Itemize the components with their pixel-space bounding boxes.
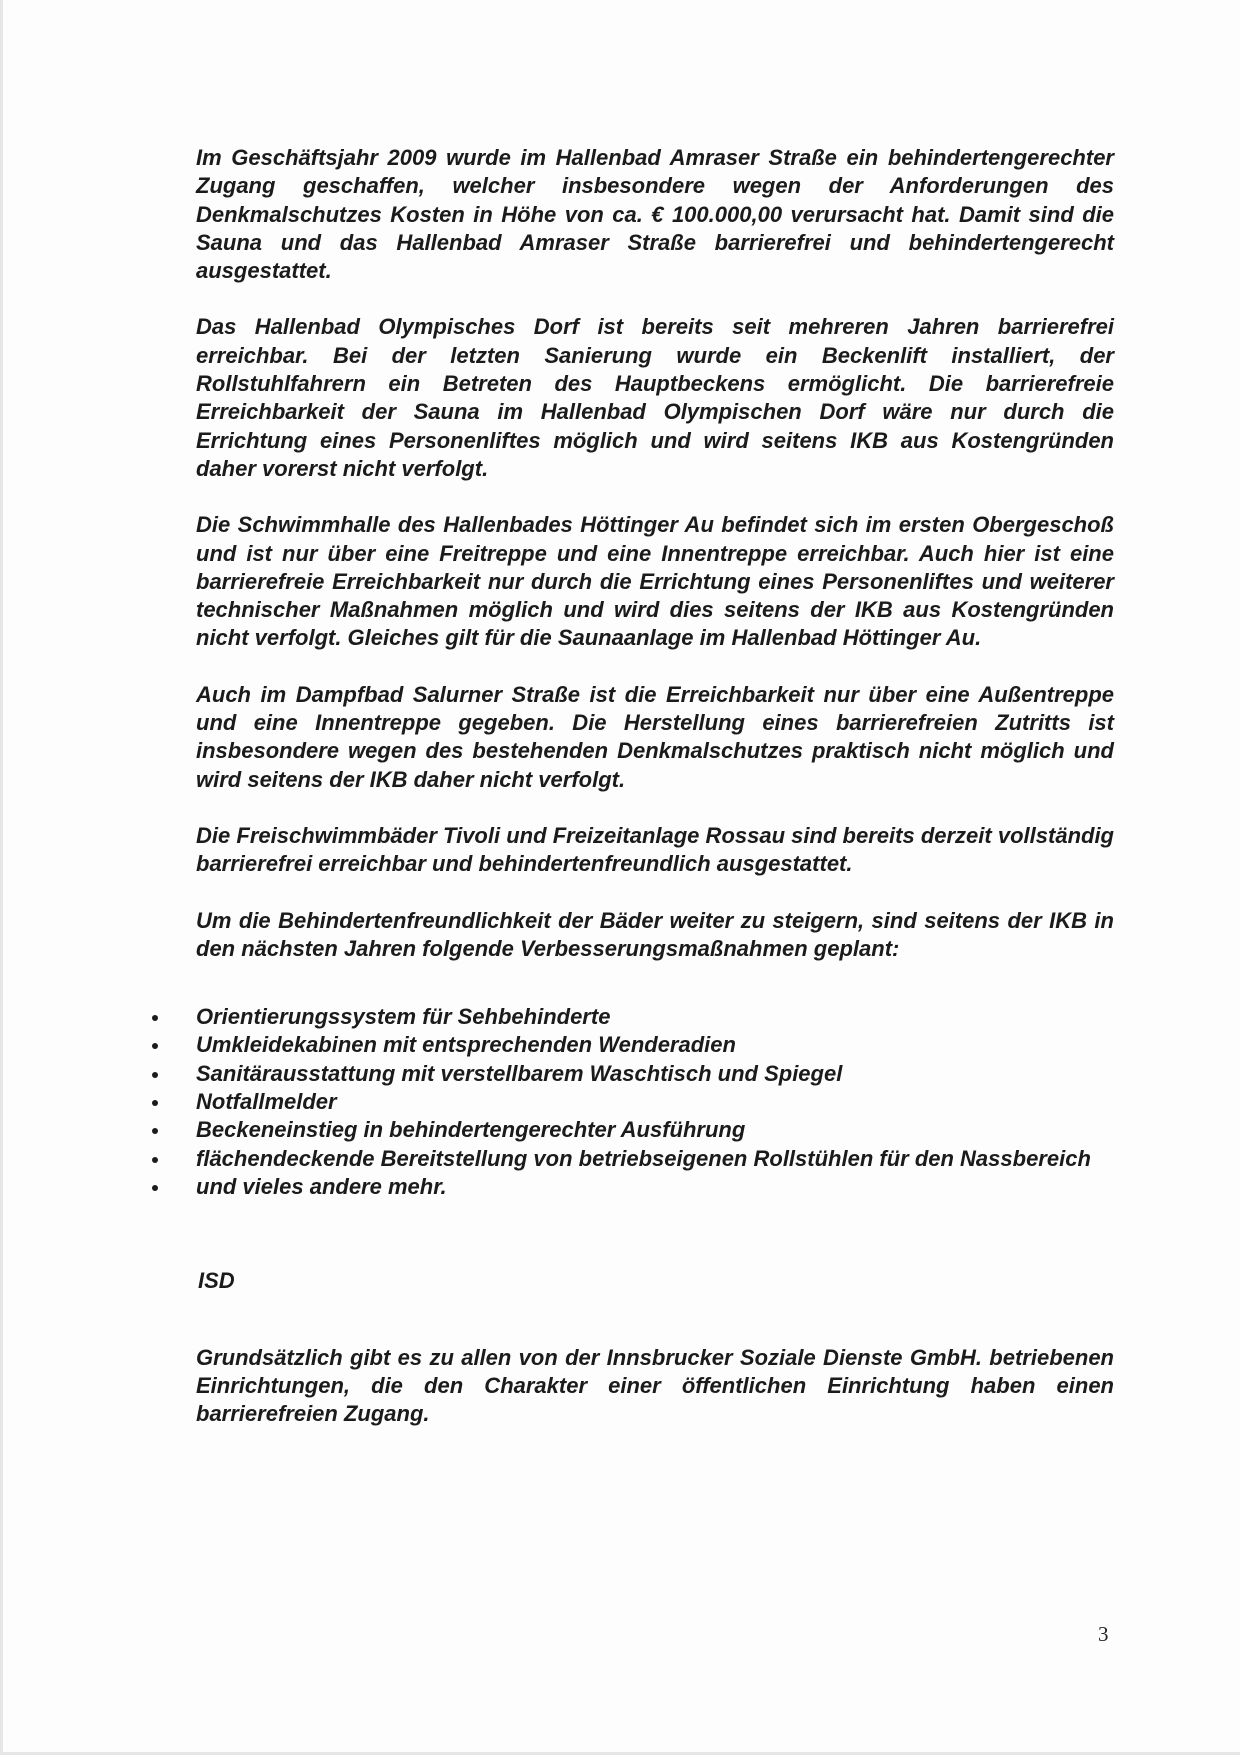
bullet-icon [152, 1015, 158, 1021]
paragraph-hoettinger-au: Die Schwimmhalle des Hallenbades Höttinger Au befindet sich im ersten Obergeschoß und ist nur über eine Freitreppe und eine Innentreppe erreichbar. Auch hier ist eine barrierefreie Erreichbarkeit nur durch die Errichtung eines Personenliftes und weiterer technischer Maßnahmen möglich und wird dies seitens der IKB aus Kostengründen nicht verfolgt. Gleiches gilt für die Saunaanlage im Hallenbad Höttinger Au. [196, 512, 1114, 651]
bullet-icon [152, 1128, 158, 1134]
list-item-text: Orientierungssystem für Sehbehinderte [196, 1004, 611, 1030]
list-item [144, 1116, 1114, 1144]
list-item-text: Sanitärausstattung mit verstellbarem Waschtisch und Spiegel [196, 1060, 843, 1086]
list-item [144, 1088, 1114, 1116]
bullet-icon [152, 1100, 158, 1106]
list-item [144, 1060, 1114, 1088]
list-item-text: und vieles andere mehr. [196, 1173, 447, 1199]
paragraph-dampfbad-salurner-strasse: Auch im Dampfbad Salurner Straße ist die Erreichbarkeit nur über eine Außentreppe und eine Innentreppe gegeben. Die Herstellung eines barrierefreien Zutritts ist insbesondere wegen des bestehenden Denkmalschutzes praktisch nicht möglich und wird seitens der IKB daher nicht verfolgt. [196, 681, 1114, 792]
list-item [144, 1173, 1114, 1201]
bullet-icon [152, 1072, 158, 1078]
paragraph-amraser-strasse: Im Geschäftsjahr 2009 wurde im Hallenbad Amraser Straße ein behindertengerechter Zugang geschaffen, welcher insbesondere wegen der Anforderungen des Denkmalschutzes Kosten in Höhe von ca. € 100.000,00 verursacht hat. Damit sind die Sauna und das Hallenbad Amraser Straße barrierefrei und behindertengerecht ausgestattet. [196, 145, 1114, 284]
scan-edge-left [0, 0, 3, 1755]
paragraph-olympisches-dorf: Das Hallenbad Olympisches Dorf ist bereits seit mehreren Jahren barrierefrei erreichbar. Bei der letzten Sanierung wurde ein Beckenlift installiert, der Rollstuhlfahrern ein Betreten des Hauptbeckens ermöglicht. Die barrierefreie Erreichbarkeit der Sauna im Hallenbad Olympischen Dorf wäre nur durch die Errichtung eines Personenliftes möglich und wird seitens IKB aus Kostengründen daher vorerst nicht verfolgt. [196, 314, 1114, 481]
list-item-text: Notfallmelder [196, 1089, 337, 1115]
list-item-text: Umkleidekabinen mit entsprechenden Wenderadien [196, 1032, 736, 1058]
bullet-icon [152, 1185, 158, 1191]
bullet-icon [152, 1043, 158, 1049]
measures-list [144, 1003, 1114, 1201]
list-item [144, 1145, 1114, 1173]
paragraph-isd: Grundsätzlich gibt es zu allen von der Innsbrucker Soziale Dienste GmbH. betriebenen Einrichtungen, die den Charakter einer öffentlichen Einrichtung haben einen barrierefreien Zugang. [196, 1344, 1114, 1427]
list-item-text: Beckeneinstieg in behindertengerechter Ausführung [196, 1117, 746, 1143]
bullet-icon [152, 1157, 158, 1163]
document-body [196, 144, 1114, 1456]
paragraph-freischwimmbaeder: Die Freischwimmbäder Tivoli und Freizeitanlage Rossau sind bereits derzeit vollständig barrierefrei erreichbar und behindertenfreundlich ausgestattet. [196, 822, 1114, 877]
list-item [144, 1031, 1114, 1059]
paragraph-verbesserungsmassnahmen: Um die Behindertenfreundlichkeit der Bäder weiter zu steigern, sind seitens der IKB in den nächsten Jahren folgende Verbesserungsmaßnahmen geplant: [196, 907, 1114, 961]
list-item [144, 1003, 1114, 1031]
list-item-text: flächendeckende Bereitstellung von betriebseigenen Rollstühlen für den Nassbereich [196, 1145, 1091, 1171]
section-heading-isd: ISD [198, 1268, 235, 1294]
page-number: 3 [1098, 1622, 1109, 1646]
